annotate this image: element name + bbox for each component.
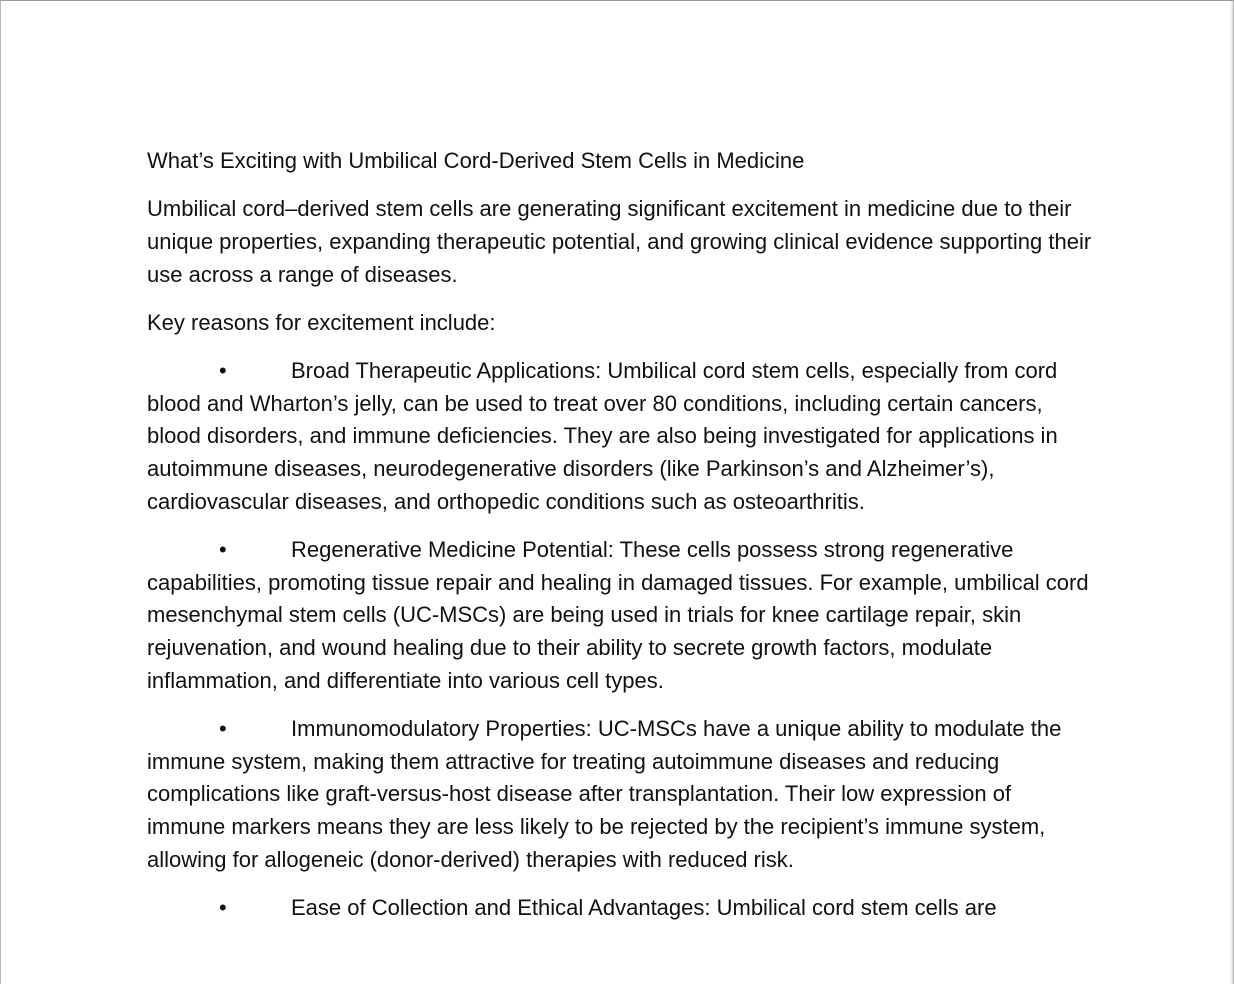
bullet-icon: • xyxy=(219,895,227,921)
bullet-item-immunomodulatory xyxy=(147,713,1092,877)
bullet-icon: • xyxy=(219,358,227,384)
intro-paragraph: Umbilical cord–derived stem cells are generating significant excitement in medicine due to their unique properties, expanding therapeutic potential, and growing clinical evidence supporting their use across a range of diseases. xyxy=(147,196,1092,287)
bullet-icon: • xyxy=(219,537,227,563)
bullet-text: Immunomodulatory Properties: UC-MSCs have a unique ability to modulate the immune system, making them attractive for treating autoimmune diseases and reducing complications like graft-versus-host disease after transplantation. Their low expression of immune markers means they are less likely to be rejected by the recipient’s immune system, allowing for allogeneic (donor-derived) therapies with reduced risk. xyxy=(147,716,1062,872)
bullet-text: Broad Therapeutic Applications: Umbilical cord stem cells, especially from cord blood and Wharton’s jelly, can be used to treat over 80 conditions, including certain cancers, blood disorders, and immune deficiencies. They are also being investigated for applications in autoimmune diseases, neurodegenerative disorders (like Parkinson’s and Alzheimer’s), cardiovascular diseases, and orthopedic conditions such as osteoarthritis. xyxy=(147,358,1058,514)
document-title: What’s Exciting with Umbilical Cord-Derived Stem Cells in Medicine xyxy=(147,148,805,173)
document-body xyxy=(147,145,1092,940)
bullet-item-ease-of-collection xyxy=(147,892,1092,925)
bullet-text: Regenerative Medicine Potential: These cells possess strong regenerative capabilities, promoting tissue repair and healing in damaged tissues. For example, umbilical cord mesenchymal stem cells (UC-MSCs) are being used in trials for knee cartilage repair, skin rejuvenation, and wound healing due to their ability to secrete growth factors, modulate inflammation, and differentiate into various cell types. xyxy=(147,537,1089,693)
bullet-item-therapeutic-applications xyxy=(147,355,1092,519)
bullet-item-regenerative-medicine xyxy=(147,534,1092,698)
bullet-icon: • xyxy=(219,716,227,742)
bullet-text: Ease of Collection and Ethical Advantages: Umbilical cord stem cells are xyxy=(291,895,997,921)
lead-in-paragraph: Key reasons for excitement include: xyxy=(147,309,496,335)
